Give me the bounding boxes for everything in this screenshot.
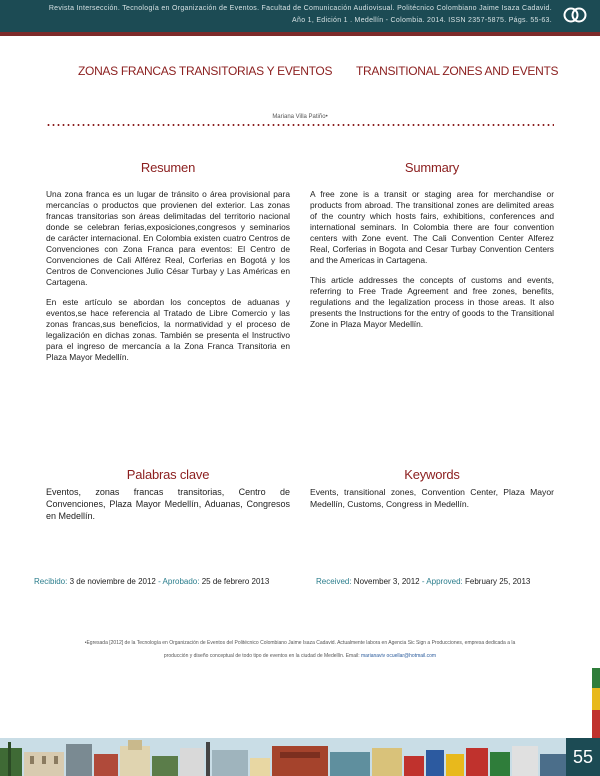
journal-citation-line1: Revista Intersección. Tecnología en Organización de Eventos. Facultad de Comunicación Audiovisual. Politécnico Colombiano Jaime Isaza Cadavid. — [48, 5, 552, 12]
title-spanish: ZONAS FRANCAS TRANSITORIAS Y EVENTOS — [78, 64, 333, 78]
title-english: TRANSITIONAL ZONES AND EVENTS — [356, 64, 559, 78]
summary-heading: Summary — [404, 160, 460, 175]
sidebar-color-tab-yellow — [592, 688, 600, 710]
approved-date-es: 25 de febrero 2013 — [199, 577, 270, 586]
received-date-en: November 3, 2012 — [351, 577, 422, 586]
keywords-text: Events, transitional zones, Convention Center, Plaza Mayor Medellín, Customs, Congress in Medellín. — [310, 487, 554, 509]
approved-label-en: - Approved: — [421, 577, 463, 586]
approved-date-en: February 25, 2013 — [462, 577, 531, 586]
received-label-es: Recibido: — [34, 577, 68, 586]
dotted-divider — [46, 124, 554, 126]
journal-logo-icon — [562, 6, 588, 24]
journal-citation-line2: Año 1, Edición 1 . Medellín - Colombia. 2014. ISSN 2357-5875. Págs. 55-63. — [292, 17, 552, 24]
summary-paragraph-2: This article addresses the concepts of customs and events, referring to Free Trade Agreement and free zones, benefits, regulations and the legalization process in those areas. It also presents the Instructions for the entry of goods to the Transitional Zone in Plaza Mayor Medellín. — [310, 275, 554, 329]
city-photo-strip — [0, 738, 566, 776]
approved-label-es: - Aprobado: — [158, 577, 200, 586]
journal-header — [0, 0, 600, 36]
resumen-body — [46, 189, 290, 372]
dates-spanish — [34, 577, 269, 586]
sidebar-color-tab-green — [592, 668, 600, 688]
keywords-heading: Keywords — [404, 467, 460, 482]
resumen-heading: Resumen — [140, 160, 196, 175]
resumen-paragraph-2: En este artículo se abordan los conceptos de aduanas y eventos,se hace referencia al Tratado de Libre Comercio y las zonas francas,sus beneficios, la normatividad y el proceso de legalización en dichas zonas. También se presenta el Instructivo para el ingreso de mercancía a la Zona Franca Transitoria en Plaza Mayor Medellín. — [46, 297, 290, 362]
palabras-clave-heading: Palabras clave — [126, 467, 210, 482]
palabras-clave-text: Eventos, zonas francas transitorias, Centro de Convenciones, Plaza Mayor Medellín, Aduanas, Congresos en Medellín. — [46, 487, 290, 521]
summary-body — [310, 189, 554, 339]
author-footnote-line1: •Egresada [2012] de la Tecnología en Organización de Eventos del Politécnico Colombiano Jaime Isaza Cadavid. Actualmente labora en Agencia Sic Sign a Producciones, empresa dedicada a la — [84, 640, 516, 646]
author-name: Mariana Villa Patiño• — [272, 114, 328, 120]
resumen-paragraph-1: Una zona franca es un lugar de tránsito o área provisional para mercancías o productos que provienen del exterior. Las zonas francas transitorias son áreas delimitadas del territorio nacional donde se celebran ferias,exposiciones,congresos y seminarios de carácter internacional. En Colombia existen cuatro Centros de Convenciones con Zona Franca para eventos: El Centro de Convenciones de Cali Alférez Real, Corferias en Bogotá y los Centros de Convenciones Julio César Turbay y Las Américas en Cartagena. — [46, 189, 290, 287]
author-footnote-text: producción y diseño conceptual de todo tipo de eventos en la ciudad de Medellín. Email: — [163, 653, 360, 659]
author-email-link[interactable]: marianaviv ocuellar@hotmail.com — [359, 653, 437, 659]
received-date-es: 3 de noviembre de 2012 — [67, 577, 159, 586]
author-footnote-line2 — [20, 653, 580, 659]
summary-paragraph-1: A free zone is a transit or staging area for merchandise or products from abroad. The transitional zones are delimited areas of the country which hosts fairs, exhibitions, conferences and international seminars. In Colombia there are four convention centers with Zone event. The Cali Convention Center Alferez Real, Corferias in Bogota and Cesar Turbay Convention Centers and the Americas in Cartagena. — [310, 189, 554, 265]
sidebar-color-tab-red — [592, 710, 600, 738]
page-number: 55 — [566, 738, 600, 776]
dates-english — [316, 577, 530, 586]
received-label-en: Received: — [316, 577, 352, 586]
